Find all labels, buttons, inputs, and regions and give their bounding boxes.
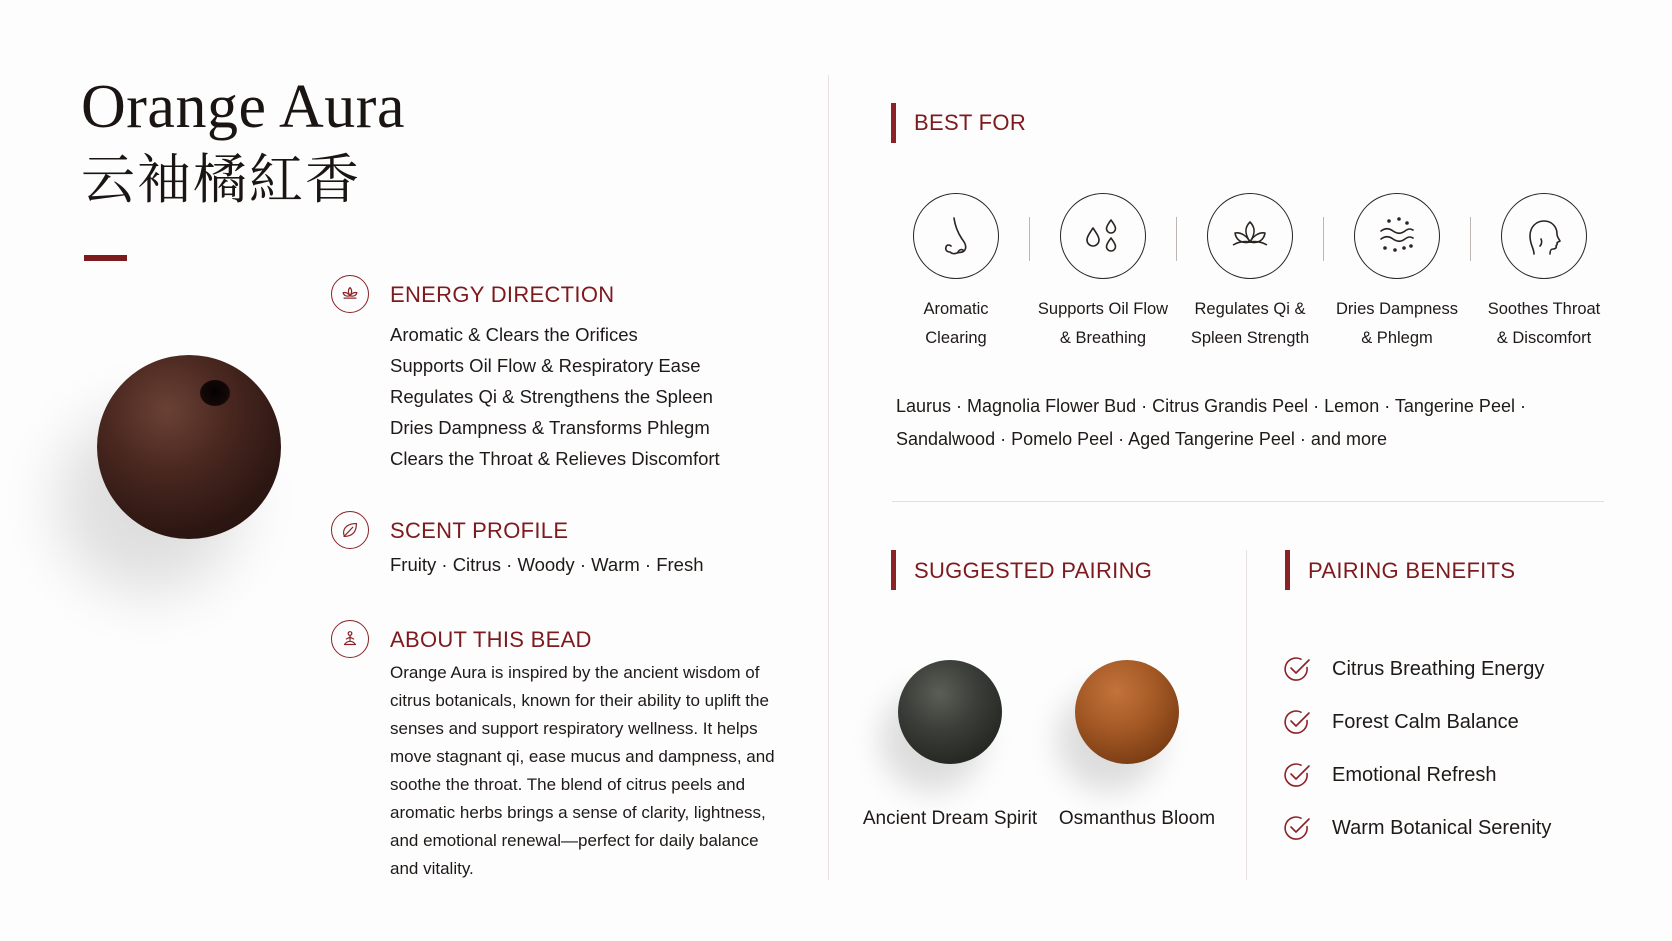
- scent-profile-title: SCENT PROFILE: [390, 518, 569, 543]
- benefit-item: [1282, 760, 1551, 790]
- best-for-item: [1324, 193, 1470, 353]
- benefit-item: [1282, 707, 1551, 737]
- meditation-icon: [331, 620, 369, 658]
- check-circle-icon: [1282, 813, 1312, 843]
- energy-direction-title: ENERGY DIRECTION: [390, 282, 615, 307]
- check-circle-icon: [1282, 760, 1312, 790]
- product-title-en: Orange Aura: [81, 73, 405, 141]
- benefit-label: Citrus Breathing Energy: [1332, 657, 1545, 680]
- best-for-item: [883, 193, 1029, 353]
- section-divider: [892, 501, 1604, 502]
- nose-icon: [913, 193, 999, 279]
- leaf-icon: [331, 511, 369, 549]
- best-for-label-line1: Supports Oil Flow: [1037, 300, 1169, 318]
- energy-line: Regulates Qi & Strengthens the Spleen: [390, 386, 713, 407]
- best-for-item: [1177, 193, 1323, 353]
- pairing-bead-name: Ancient Dream Spirit: [862, 808, 1038, 829]
- scent-profile-text: Fruity · Citrus · Woody · Warm · Fresh: [390, 554, 704, 575]
- best-for-label-line1: Regulates Qi &: [1194, 300, 1306, 318]
- energy-direction-list: [390, 319, 720, 474]
- best-for-accent-bar: [891, 103, 896, 143]
- best-for-item: [1471, 193, 1617, 353]
- suggested-pairing-title: SUGGESTED PAIRING: [914, 558, 1153, 583]
- check-circle-icon: [1282, 707, 1312, 737]
- best-for-label-line2: Clearing: [925, 329, 987, 347]
- best-for-label-line2: & Breathing: [1059, 329, 1147, 347]
- best-for-label-line2: Spleen Strength: [1190, 329, 1310, 347]
- energy-line: Dries Dampness & Transforms Phlegm: [390, 417, 710, 438]
- best-for-label-line2: & Discomfort: [1496, 329, 1592, 347]
- head-profile-icon: [1501, 193, 1587, 279]
- ingredients-line: Sandalwood · Pomelo Peel · Aged Tangerine Peel · and more: [896, 429, 1387, 449]
- suggested-pairing-accent-bar: [891, 550, 896, 590]
- best-for-label-line1: Soothes Throat: [1487, 300, 1601, 318]
- about-bead-text: Orange Aura is inspired by the ancient wisdom of citrus botanicals, known for their ability to uplift the senses and support respiratory wellness. It helps move stagnant qi, ease mucus and dampness, and soothe the throat. The blend of citrus peels and aromatic herbs brings a sense of clarity, lightness, and emotional renewal—perfect for daily balance and vitality.: [390, 663, 775, 878]
- energy-line: Supports Oil Flow & Respiratory Ease: [390, 355, 701, 376]
- best-for-label-line1: Aromatic: [923, 300, 989, 318]
- pairing-benefits-accent-bar: [1285, 550, 1290, 590]
- about-bead-title: ABOUT THIS BEAD: [390, 627, 592, 652]
- pairing-benefits-list: [1282, 654, 1551, 843]
- column-divider: [828, 75, 829, 880]
- benefit-label: Warm Botanical Serenity: [1332, 816, 1552, 839]
- best-for-icons-row: [883, 193, 1617, 353]
- benefit-label: Emotional Refresh: [1332, 763, 1497, 786]
- energy-line: Clears the Throat & Relieves Discomfort: [390, 448, 720, 469]
- lotus-icon: [331, 275, 369, 313]
- pairing-divider: [1246, 550, 1247, 880]
- lotus-icon: [1207, 193, 1293, 279]
- best-for-label-line2: & Phlegm: [1361, 329, 1433, 347]
- benefit-item: [1282, 654, 1551, 684]
- best-for-label-line1: Dries Dampness: [1336, 300, 1458, 318]
- about-bead-body: [390, 659, 775, 883]
- main-bead-image: [97, 355, 281, 539]
- main-bead-hole: [200, 380, 230, 406]
- pairing-bead-ancient-dream-spirit: [898, 660, 1002, 764]
- pairing-benefits-title: PAIRING BENEFITS: [1308, 558, 1516, 583]
- pairing-bead-name: Osmanthus Bloom: [1058, 808, 1216, 829]
- pairing-bead-osmanthus-bloom: [1075, 660, 1179, 764]
- title-accent-bar: [84, 255, 127, 261]
- best-for-item: [1030, 193, 1176, 353]
- check-circle-icon: [1282, 654, 1312, 684]
- droplets-icon: [1060, 193, 1146, 279]
- ingredients-list: [896, 390, 1526, 456]
- benefit-item: [1282, 813, 1551, 843]
- product-title-zh: 云袖橘紅香: [81, 148, 361, 211]
- ingredients-line: Laurus · Magnolia Flower Bud · Citrus Grandis Peel · Lemon · Tangerine Peel ·: [896, 396, 1526, 416]
- energy-line: Aromatic & Clears the Orifices: [390, 324, 638, 345]
- waves-icon: [1354, 193, 1440, 279]
- benefit-label: Forest Calm Balance: [1332, 710, 1519, 733]
- best-for-title: BEST FOR: [914, 110, 1027, 135]
